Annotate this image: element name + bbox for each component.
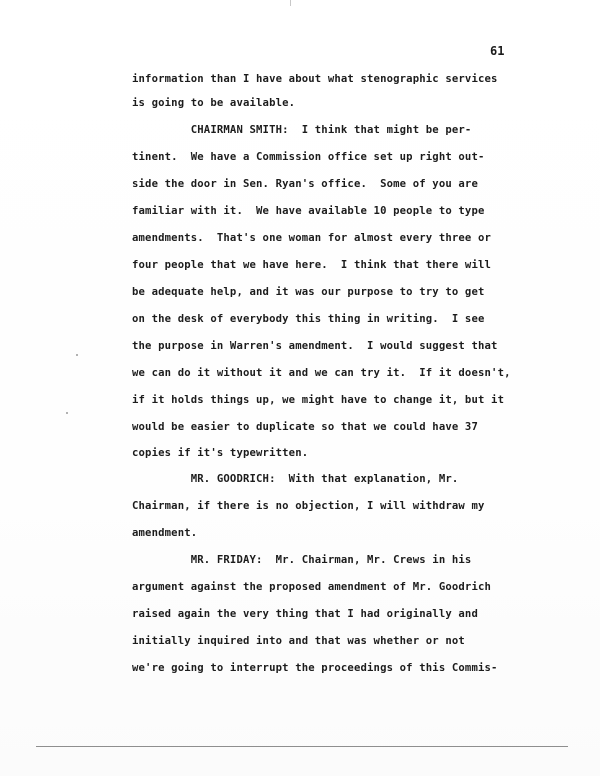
transcript-line: information than I have about what stenographic services <box>132 73 498 85</box>
page-number: 61 <box>490 44 505 58</box>
transcript-line: on the desk of everybody this thing in writing. I see <box>132 313 485 325</box>
transcript-line: we can do it without it and we can try it. If it doesn't, <box>132 367 511 379</box>
transcript-line: amendment. <box>132 527 198 539</box>
transcript-line: copies if it's typewritten. <box>132 447 309 459</box>
transcript-line: MR. GOODRICH: With that explanation, Mr. <box>132 473 459 485</box>
transcript-line: if it holds things up, we might have to change it, but it <box>132 394 505 406</box>
transcript-line: Chairman, if there is no objection, I will withdraw my <box>132 500 485 512</box>
transcript-line: raised again the very thing that I had originally and <box>132 608 478 620</box>
transcript-line: CHAIRMAN SMITH: I think that might be per- <box>132 124 472 136</box>
transcript-line: amendments. That's one woman for almost every three or <box>132 232 492 244</box>
transcript-line: would be easier to duplicate so that we could have 37 <box>132 421 478 433</box>
transcript-line: familiar with it. We have available 10 people to type <box>132 205 485 217</box>
transcript-line: tinent. We have a Commission office set up right out- <box>132 151 485 163</box>
transcript-line: be adequate help, and it was our purpose to try to get <box>132 286 485 298</box>
transcript-line: the purpose in Warren's amendment. I would suggest that <box>132 340 498 352</box>
transcript-line: MR. FRIDAY: Mr. Chairman, Mr. Crews in his <box>132 554 472 566</box>
transcript-line: argument against the proposed amendment of Mr. Goodrich <box>132 581 492 593</box>
transcript-line: is going to be available. <box>132 97 296 109</box>
transcript-line: we're going to interrupt the proceedings of this Commis- <box>132 662 498 674</box>
transcript-line: initially inquired into and that was whether or not <box>132 635 465 647</box>
scan-mark <box>290 0 291 6</box>
transcript-line: four people that we have here. I think that there will <box>132 259 492 271</box>
transcript-line: side the door in Sen. Ryan's office. Some of you are <box>132 178 478 190</box>
scan-speck <box>66 412 68 414</box>
scan-speck <box>76 354 78 356</box>
page-bottom-edge <box>36 746 568 747</box>
